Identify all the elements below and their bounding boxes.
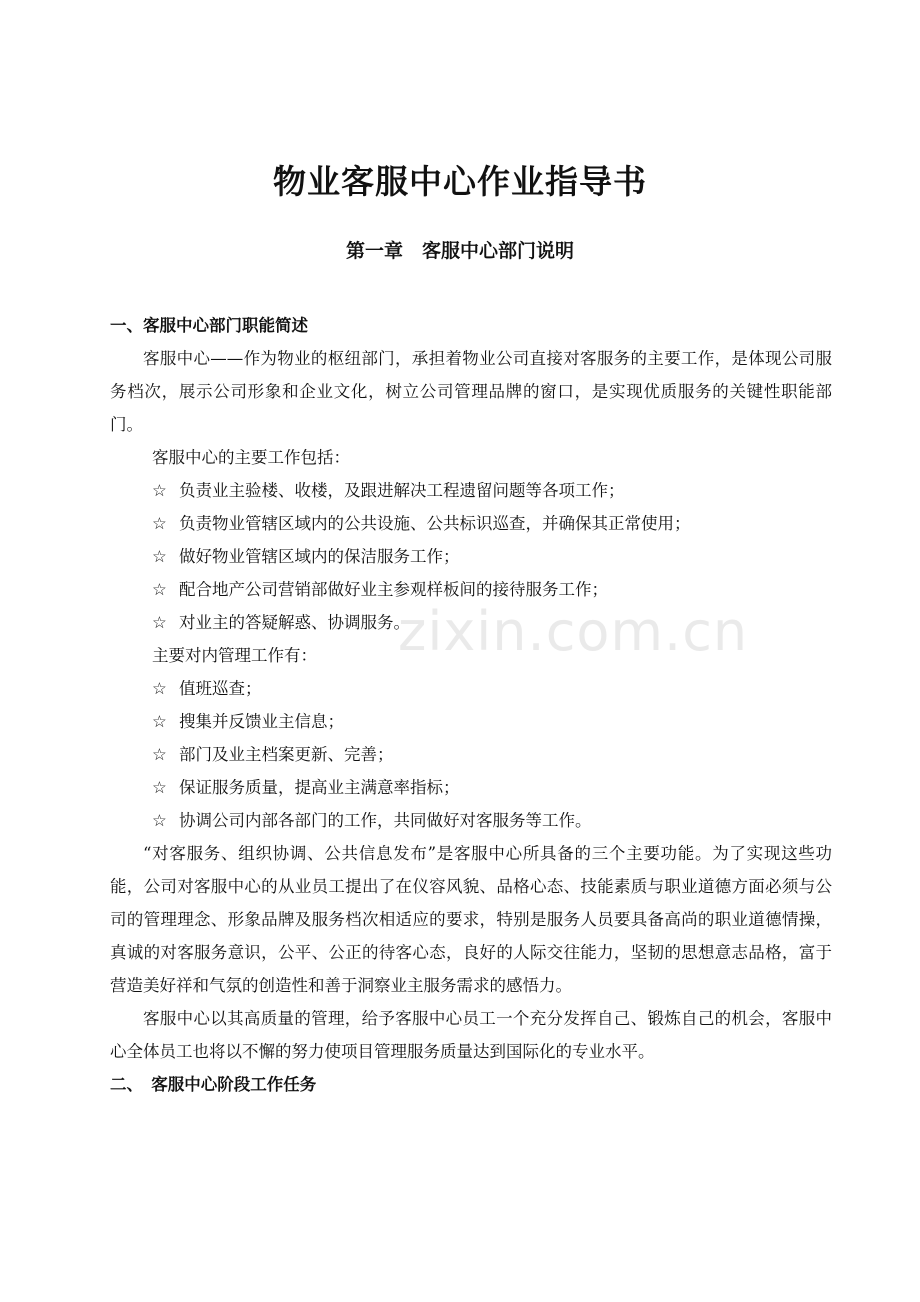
main-work-item-text: 配合地产公司营销部做好业主参观样板间的接待服务工作； [179, 580, 608, 599]
main-work-label: 客服中心的主要工作包括： [152, 448, 350, 467]
internal-work-item [110, 804, 832, 837]
internal-work-item [110, 672, 832, 705]
main-work-item-text: 负责业主验楼、收楼，及跟进解决工程遗留问题等各项工作； [179, 481, 625, 500]
star-bullet-icon: ☆ [152, 679, 167, 698]
main-work-item [110, 540, 832, 573]
star-bullet-icon: ☆ [152, 745, 167, 764]
document-body [110, 309, 832, 1101]
closing-paragraph: 客服中心以其高质量的管理，给予客服中心员工一个充分发挥自己、锻炼自己的机会，客服中心全体员工也将以不懈的努力使项目管理服务质量达到国际化的专业水平。 [110, 1009, 832, 1061]
internal-work-item-text: 部门及业主档案更新、完善； [179, 745, 394, 764]
main-work-item [110, 606, 832, 639]
watermark: zixin.com.cn [398, 600, 749, 663]
intro-paragraph: 客服中心——作为物业的枢纽部门，承担着物业公司直接对客服务的主要工作，是体现公司服务档次，展示公司形象和企业文化，树立公司管理品牌的窗口，是实现优质服务的关键性职能部门。 [110, 349, 832, 434]
star-bullet-icon: ☆ [152, 514, 167, 533]
star-bullet-icon: ☆ [152, 778, 167, 797]
main-work-item-text: 负责物业管辖区域内的公共设施、公共标识巡查，并确保其正常使用； [179, 514, 691, 533]
star-bullet-icon: ☆ [152, 481, 167, 500]
main-work-item-text: 对业主的答疑解惑、协调服务。 [179, 613, 410, 632]
internal-work-item-text: 值班巡查； [179, 679, 262, 698]
functions-paragraph: “对客服务、组织协调、公共信息发布”是客服中心所具备的三个主要功能。为了实现这些功能，公司对客服中心的从业员工提出了在仪容风貌、品格心态、技能素质与职业道德方面必须与公司的管理理念、形象品牌及服务档次相适应的要求，特别是服务人员要具备高尚的职业道德情操，真诚的对客服务意识，公平、公正的待客心态，良好的人际交往能力，坚韧的思想意志品格，富于营造美好祥和气氛的创造性和善于洞察业主服务需求的感悟力。 [110, 844, 832, 995]
internal-work-item [110, 771, 832, 804]
chapter-heading: 第一章 客服中心部门说明 [345, 240, 574, 262]
section-2-heading: 二、 客服中心阶段工作任务 [110, 1075, 317, 1094]
section-1-heading: 一、客服中心部门职能简述 [110, 316, 308, 335]
internal-work-item [110, 738, 832, 771]
document-title: 物业客服中心作业指导书 [273, 162, 647, 201]
internal-work-item-text: 搜集并反馈业主信息； [179, 712, 344, 731]
star-bullet-icon: ☆ [152, 613, 167, 632]
main-work-item [110, 474, 832, 507]
internal-work-item [110, 705, 832, 738]
main-work-item-text: 做好物业管辖区域内的保洁服务工作； [179, 547, 460, 566]
internal-work-item-text: 保证服务质量，提高业主满意率指标； [179, 778, 460, 797]
main-work-item [110, 507, 832, 540]
star-bullet-icon: ☆ [152, 712, 167, 731]
star-bullet-icon: ☆ [152, 811, 167, 830]
internal-work-item-text: 协调公司内部各部门的工作，共同做好对客服务等工作。 [179, 811, 592, 830]
main-work-item [110, 573, 832, 606]
internal-work-label: 主要对内管理工作有： [152, 646, 317, 665]
star-bullet-icon: ☆ [152, 580, 167, 599]
star-bullet-icon: ☆ [152, 547, 167, 566]
